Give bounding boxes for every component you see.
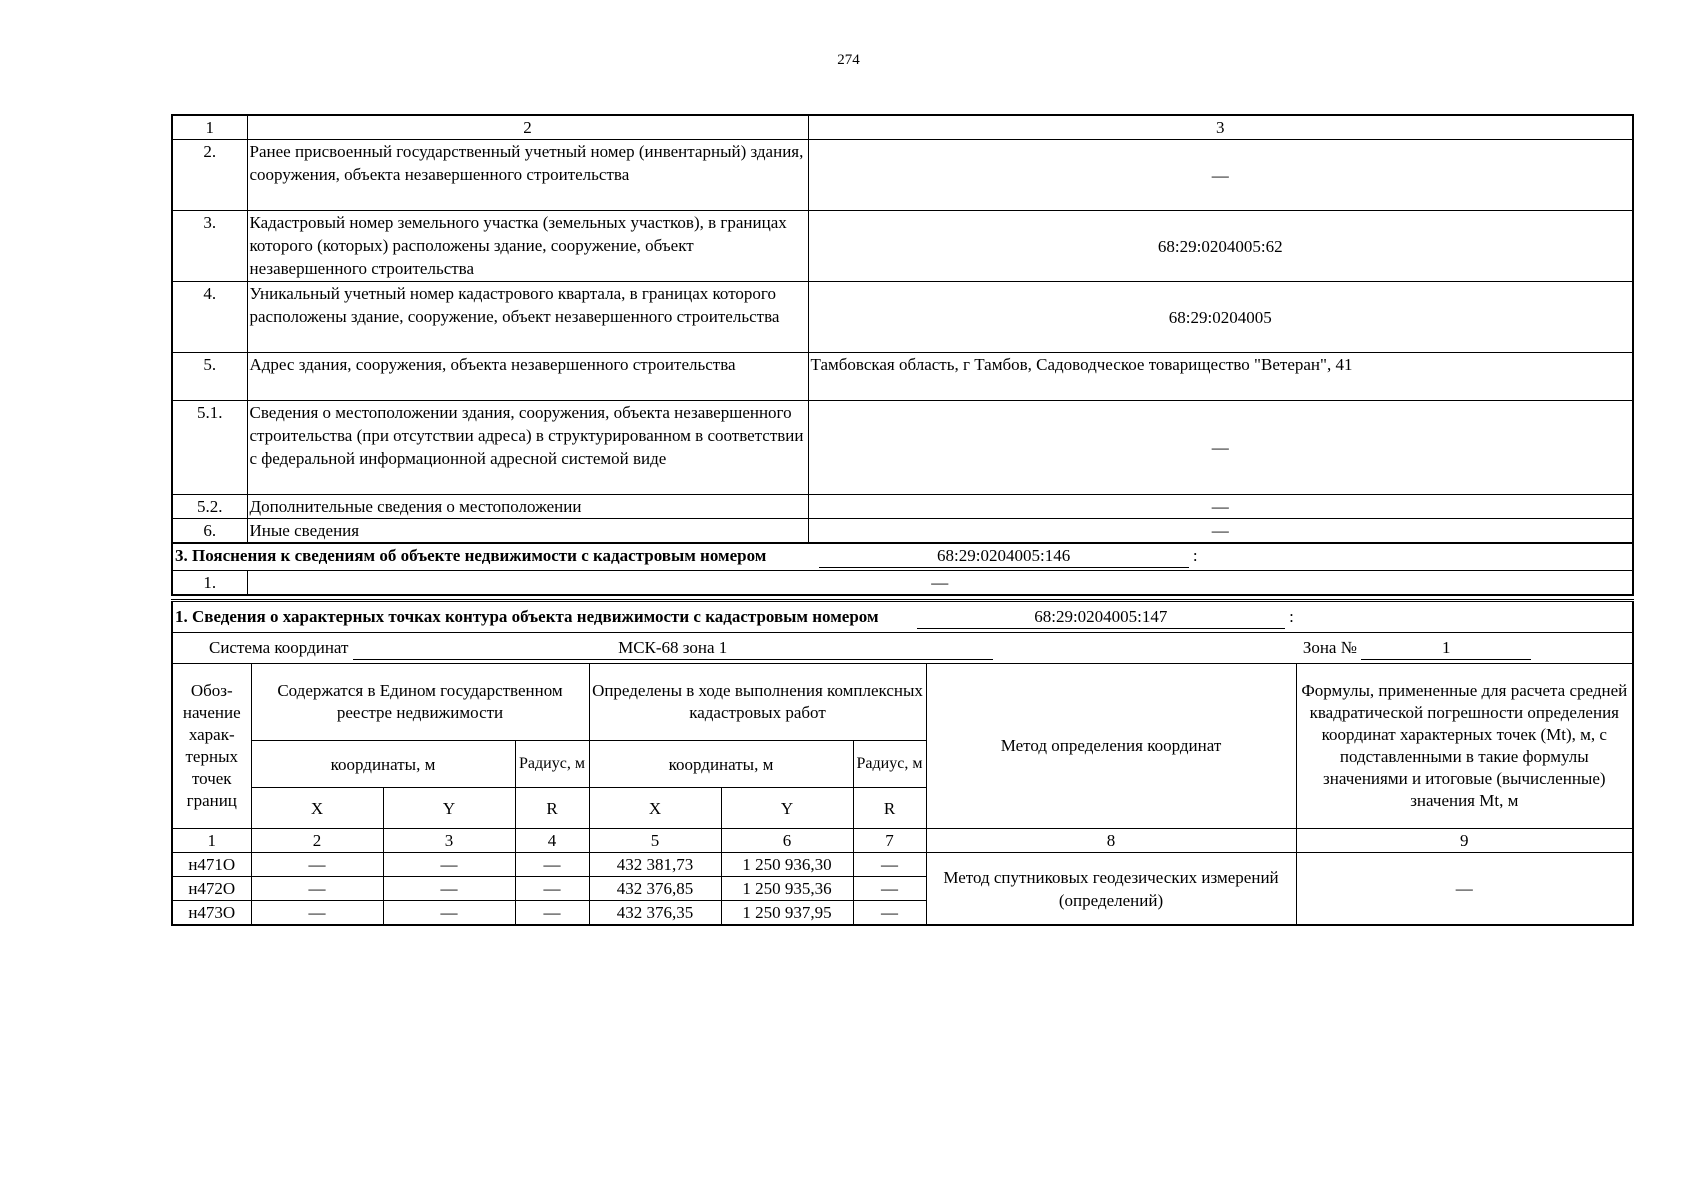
egrn-header: Содержатся в Едином государственном реестре недвижимости [251,664,589,741]
header-col-3: 3 [808,115,1633,140]
col-number: 4 [515,829,589,853]
header-col-1: 1 [172,115,247,140]
col-number: 9 [1296,829,1633,853]
formulas-header: Формулы, примененные для расчета средней квадратической погрешности определения координат характерных точек (Mt), м, с подставленными в такие формулы значениями и итоговые (вычисленные) значения Mt, м [1296,664,1633,829]
row-label: Кадастровый номер земельного участка (земельных участков), в границах которого (которых) расположены здание, сооружение, объект незавершенного строительства [247,211,808,282]
header-row-1 [172,664,1633,741]
section3-title: 3. Пояснения к сведениям об объекте недвижимости с кадастровым номером [175,546,767,565]
row-label: Адрес здания, сооружения, объекта незавершенного строительства [247,353,808,401]
point-y-egrn: — [383,877,515,901]
table-row [172,495,1633,519]
section3-title-row [172,543,1633,571]
col-number: 7 [853,829,926,853]
point-r-egrn: — [515,877,589,901]
row-number: 5.1. [172,401,247,495]
table-row [172,211,1633,282]
characteristic-points-table [171,599,1634,926]
egrn-coords-header: координаты, м [251,741,515,788]
egrn-y-header: Y [383,788,515,829]
table-row [172,353,1633,401]
egrn-r-header: R [515,788,589,829]
point-name: н472О [172,877,251,901]
table-row [172,519,1633,544]
row-value: 68:29:0204005 [808,282,1633,353]
point-r-egrn: — [515,853,589,877]
row-number: 5.2. [172,495,247,519]
points-title-cell [172,601,1633,633]
formula-value: — [1296,853,1633,926]
point-x-egrn: — [251,901,383,926]
row-label: Ранее присвоенный государственный учетный номер (инвентарный) здания, сооружения, объекта незавершенного строительства [247,140,808,211]
row-label: Иные сведения [247,519,808,544]
zone-value: 1 [1361,636,1531,660]
coord-system-row [172,633,1633,664]
point-y-egrn: — [383,853,515,877]
row-number: 1. [172,571,247,596]
row-number: 2. [172,140,247,211]
point-x-egrn: — [251,877,383,901]
method-value: Метод спутниковых геодезических измерений (определений) [926,853,1296,926]
kkr-x-header: X [589,788,721,829]
kkr-coords-header: координаты, м [589,741,853,788]
method-header: Метод определения координат [926,664,1296,829]
point-y-kkr: 1 250 935,36 [721,877,853,901]
col-number: 6 [721,829,853,853]
row-value: 68:29:0204005:62 [808,211,1633,282]
point-r-kkr: — [853,853,926,877]
point-y-egrn: — [383,901,515,926]
table-row [172,401,1633,495]
points-cadastral-number: 68:29:0204005:147 [917,605,1285,629]
row-number: 3. [172,211,247,282]
row-value: — [808,495,1633,519]
points-title-row [172,601,1633,633]
point-x-kkr: 432 376,35 [589,901,721,926]
point-name: н471О [172,853,251,877]
header-col-2: 2 [247,115,808,140]
page-number: 274 [837,52,860,68]
point-row [172,853,1633,877]
column-numbers-row [172,829,1633,853]
point-name: н473О [172,901,251,926]
row-number: 4. [172,282,247,353]
coord-system-value: МСК-68 зона 1 [353,636,993,660]
table-header-row [172,115,1633,140]
row-label: Дополнительные сведения о местоположении [247,495,808,519]
section3-colon: : [1192,546,1198,565]
section3-title-cell [172,543,1633,571]
kkr-radius-header: Радиус, м [853,741,926,788]
table-row [172,571,1633,596]
point-r-egrn: — [515,901,589,926]
kkr-y-header: Y [721,788,853,829]
row-value: Тамбовская область, г Тамбов, Садоводческое товарищество "Ветеран", 41 [808,353,1633,401]
designation-header: Обоз- начение харак- терных точек границ [172,664,251,829]
col-number: 2 [251,829,383,853]
point-y-kkr: 1 250 936,30 [721,853,853,877]
row-number: 6. [172,519,247,544]
row-value: — [247,571,1633,596]
coord-system-label: Система координат [209,638,349,657]
row-value: — [808,140,1633,211]
row-value: — [808,519,1633,544]
col-number: 8 [926,829,1296,853]
kkr-header: Определены в ходе выполнения комплексных кадастровых работ [589,664,926,741]
col-number: 5 [589,829,721,853]
row-label: Уникальный учетный номер кадастрового квартала, в границах которого расположены здание, сооружение, объект незавершенного строительства [247,282,808,353]
col-number: 1 [172,829,251,853]
egrn-x-header: X [251,788,383,829]
row-label: Сведения о местоположении здания, сооружения, объекта незавершенного строительства (при отсутствии адреса) в структурированном в соответствии с федеральной информационной адресной системой виде [247,401,808,495]
col-number: 3 [383,829,515,853]
section3-cadastral-number: 68:29:0204005:146 [819,544,1189,568]
kkr-r-header: R [853,788,926,829]
table-row [172,282,1633,353]
table-row [172,140,1633,211]
row-number: 5. [172,353,247,401]
point-x-kkr: 432 376,85 [589,877,721,901]
object-info-table [171,114,1634,596]
points-colon: : [1289,607,1294,626]
point-x-egrn: — [251,853,383,877]
points-title: 1. Сведения о характерных точках контура объекта недвижимости с кадастровым номером [175,607,879,626]
coord-system-cell [172,633,1633,664]
row-value: — [808,401,1633,495]
point-y-kkr: 1 250 937,95 [721,901,853,926]
egrn-radius-header: Радиус, м [515,741,589,788]
point-x-kkr: 432 381,73 [589,853,721,877]
point-r-kkr: — [853,877,926,901]
zone-label: Зона № [1302,638,1357,657]
point-r-kkr: — [853,901,926,926]
